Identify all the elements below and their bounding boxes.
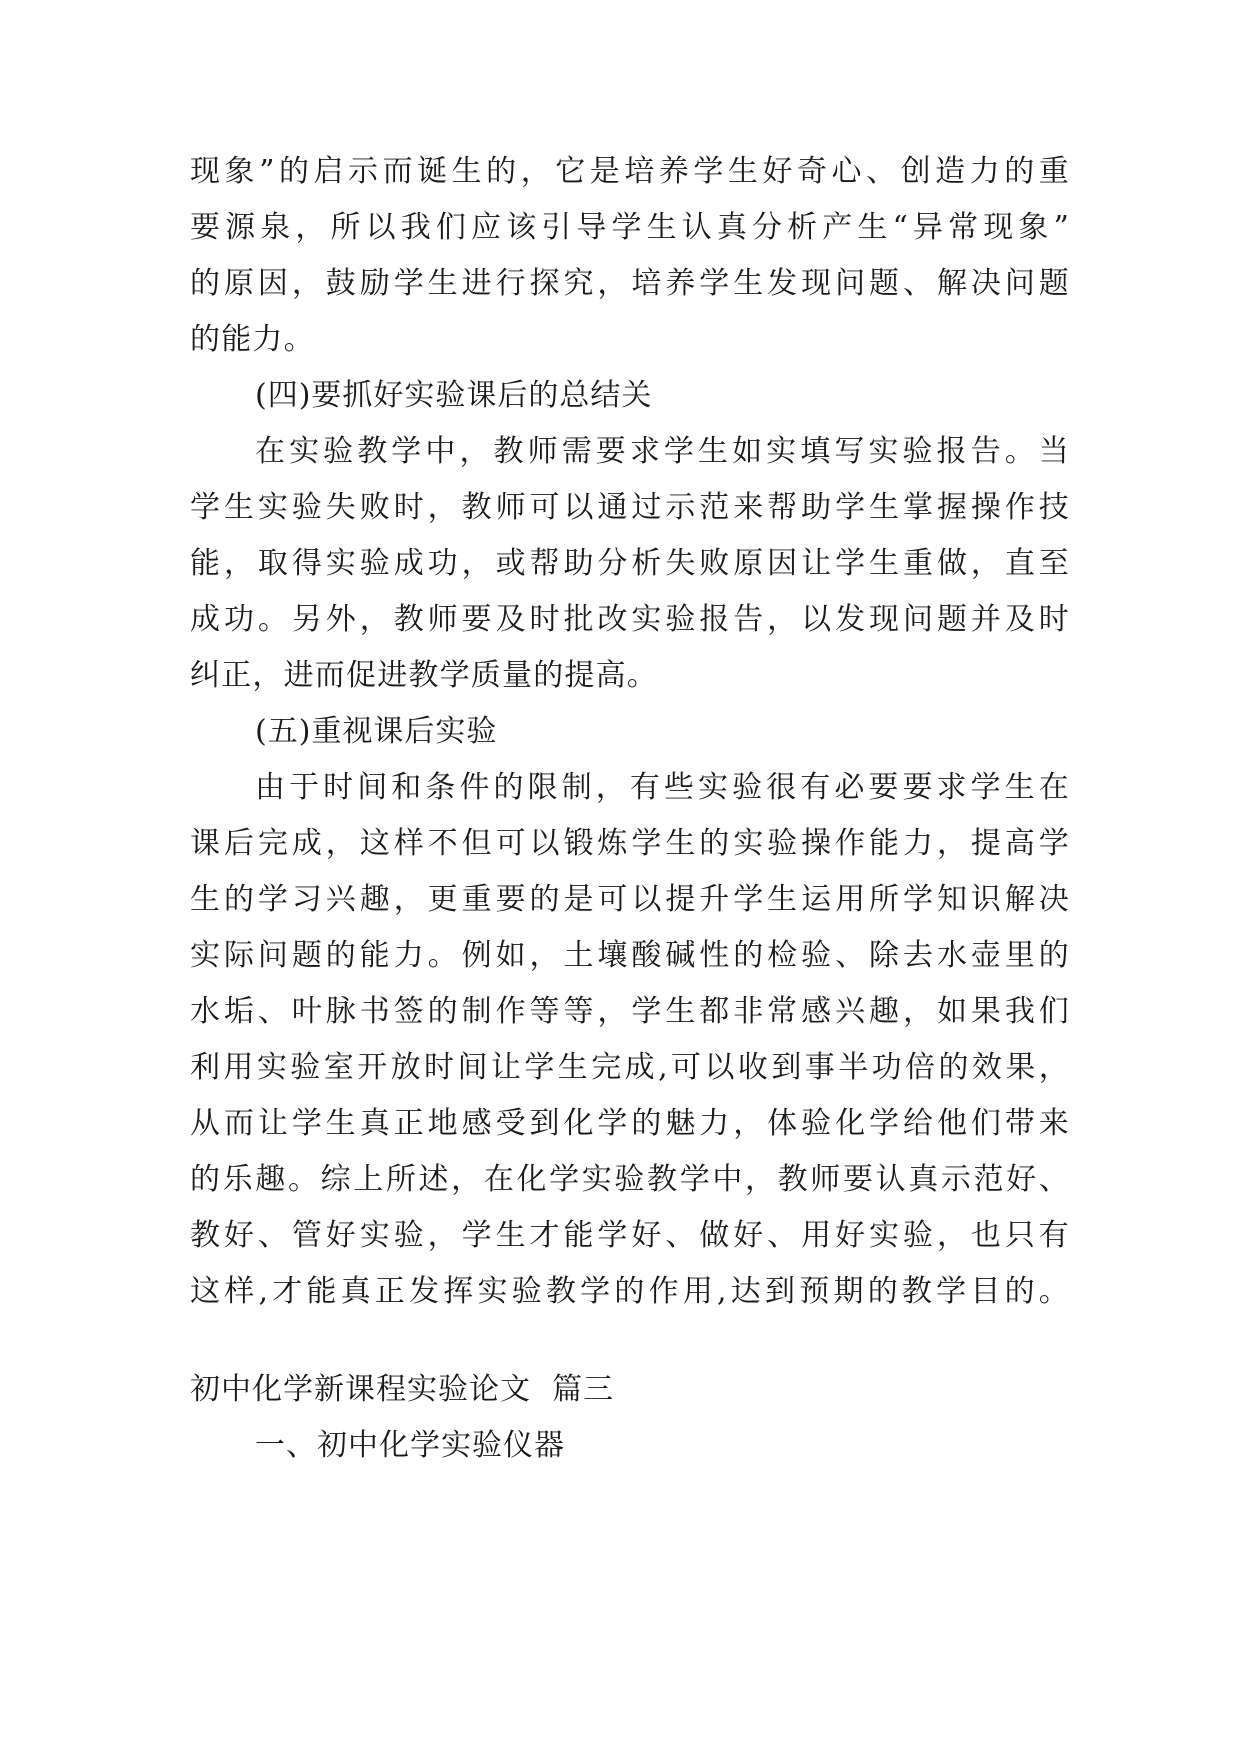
paragraph-line: 要源泉，所以我们应该引导学生认真分析产生“异常现象” [190, 210, 1070, 245]
paragraph-line: 从而让学生真正地感受到化学的魅力，体验化学给他们带来 [190, 1106, 1070, 1141]
paragraph-line: 生的学习兴趣，更重要的是可以提升学生运用所学知识解决 [190, 882, 1070, 917]
paragraph-line: 由于时间和条件的限制，有些实验很有必要要求学生在 [255, 770, 1070, 805]
paragraph-line: 水垢、叶脉书签的制作等等，学生都非常感兴趣，如果我们 [190, 994, 1070, 1029]
paragraph-line: 在实验教学中，教师需要求学生如实填写实验报告。当 [255, 434, 1070, 469]
paragraph-line: 能，取得实验成功，或帮助分析失败原因让学生重做，直至 [190, 546, 1070, 581]
paragraph-line: 教好、管好实验，学生才能学好、做好、用好实验，也只有 [190, 1218, 1070, 1253]
section-heading: 一、初中化学实验仪器 [255, 1428, 565, 1463]
paragraph-line: 现象”的启示而诞生的，它是培养学生好奇心、创造力的重 [190, 154, 1070, 189]
paragraph-line: 学生实验失败时，教师可以通过示范来帮助学生掌握操作技 [190, 490, 1070, 525]
paragraph-line: 课后完成，这样不但可以锻炼学生的实验操作能力，提高学 [190, 826, 1070, 861]
section-heading: (五)重视课后实验 [255, 714, 498, 749]
paragraph-line: 纠正，进而促进教学质量的提高。 [190, 658, 658, 693]
paragraph-line: 的能力。 [190, 322, 315, 357]
paragraph-line: 这样,才能真正发挥实验教学的作用,达到预期的教学目的。 [190, 1274, 1070, 1309]
paragraph-line: 的乐趣。综上所述，在化学实验教学中，教师要认真示范好、 [190, 1162, 1070, 1197]
paragraph-line: 实际问题的能力。例如，土壤酸碱性的检验、除去水壶里的 [190, 938, 1070, 973]
section-heading: (四)要抓好实验课后的总结关 [255, 378, 653, 413]
paragraph-line: 的原因，鼓励学生进行探究，培养学生发现问题、解决问题 [190, 266, 1070, 301]
paragraph-line: 利用实验室开放时间让学生完成,可以收到事半功倍的效果， [190, 1050, 1070, 1085]
paragraph-line: 成功。另外，教师要及时批改实验报告，以发现问题并及时 [190, 602, 1070, 637]
article-title: 初中化学新课程实验论文 篇三 [190, 1372, 615, 1407]
